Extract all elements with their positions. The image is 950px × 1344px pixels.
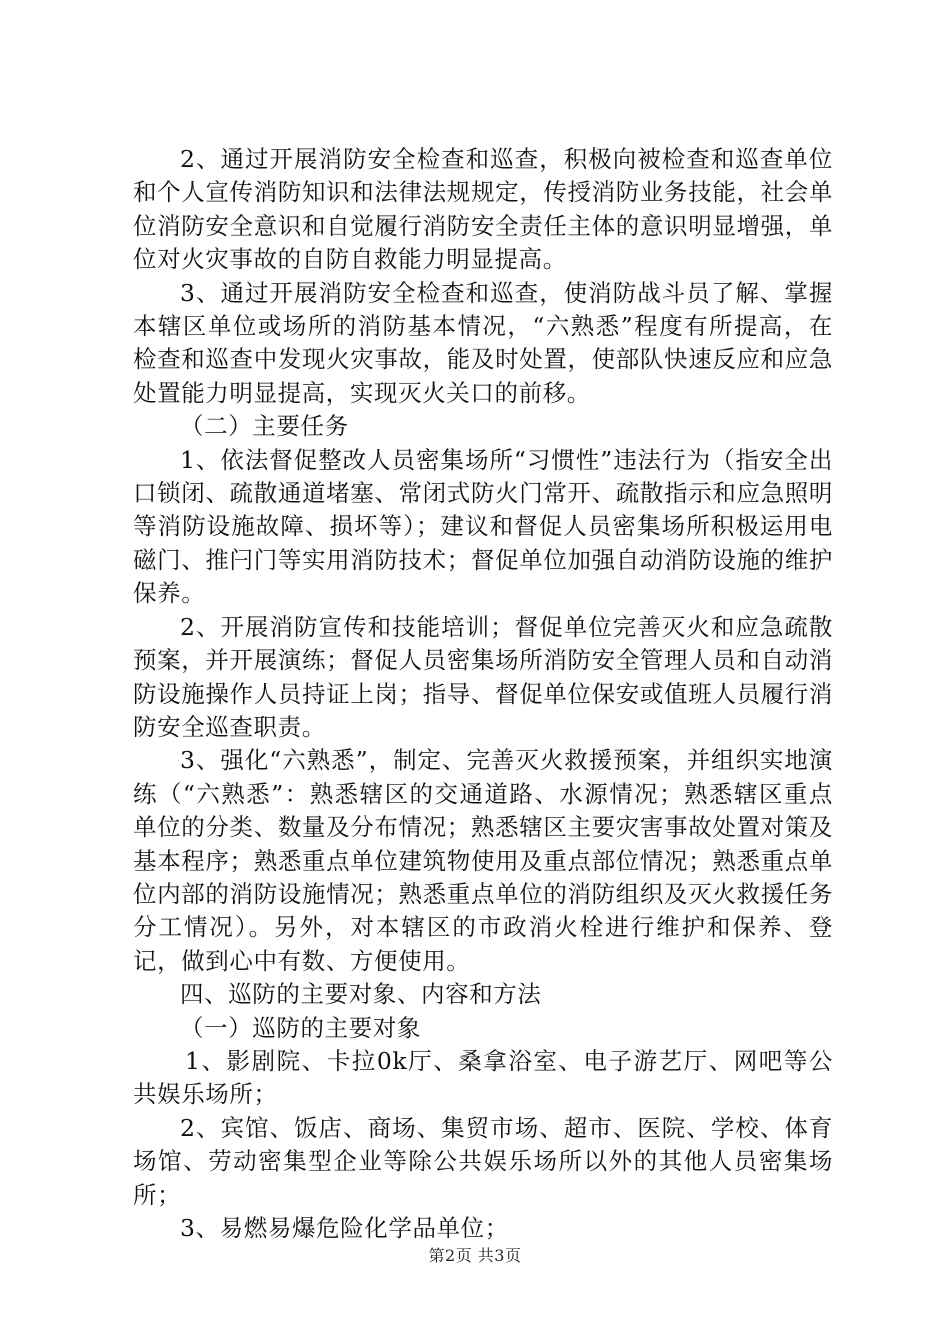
paragraph-target-3: 3、易燃易爆危险化学品单位； [180,1214,509,1242]
paragraph-result-2: 2、通过开展消防安全检查和巡查，积极向被检查和巡查单位和个人宣传消防知识和法律法规规定，传授消防业务技能，社会单位消防安全意识和自觉履行消防安全责任主体的意识明显增强，单位对火灾事故的自防自救能力明显提高。 [133,145,833,274]
paragraph-task-3: 3、强化“六熟悉”，制定、完善灭火救援预案，并组织实地演练（“六熟悉”：熟悉辖区的交通道路、水源情况；熟悉辖区重点单位的分类、数量及分布情况；熟悉辖区主要灾害事故处置对策及基本程序；熟悉重点单位建筑物使用及重点部位情况；熟悉重点单位内部的消防设施情况；熟悉重点单位的消防组织及灭火救援任务分工情况）。另外，对本辖区的市政消火栓进行维护和保养、登记，做到心中有数、方便使用。 [133,746,833,975]
paragraph-target-1: 1、影剧院、卡拉0k厅、桑拿浴室、电子游艺厅、网吧等公共娱乐场所； [133,1046,833,1109]
section-heading-main-tasks: （二）主要任务 [180,412,349,441]
paragraph-target-2: 2、宾馆、饭店、商场、集贸市场、超市、医院、学校、体育场馆、劳动密集型企业等除公共娱乐场所以外的其他人员密集场所； [133,1113,833,1209]
paragraph-result-3: 3、通过开展消防安全检查和巡查，使消防战斗员了解、掌握本辖区单位或场所的消防基本情况，“六熟悉”程度有所提高，在检查和巡查中发现火灾事故，能及时处置，使部队快速反应和应急处置能力明显提高，实现灭火关口的前移。 [133,278,833,407]
page-footer: 第2页 共3页 [428,1246,522,1265]
paragraph-task-1: 1、依法督促整改人员密集场所“习惯性”违法行为（指安全出口锁闭、疏散通道堵塞、常闭式防火门常开、疏散指示和应急照明等消防设施故障、损坏等）；建议和督促人员密集场所积极运用电磁门、推闩门等实用消防技术；督促单位加强自动消防设施的维护保养。 [133,445,833,608]
paragraph-task-2: 2、开展消防宣传和技能培训；督促单位完善灭火和应急疏散预案，并开展演练；督促人员密集场所消防安全管理人员和自动消防设施操作人员持证上岗；指导、督促单位保安或值班人员履行消防安全巡查职责。 [133,612,833,741]
subsection-heading-main-targets: （一）巡防的主要对象 [180,1013,421,1042]
section-heading-patrol-targets: 四、巡防的主要对象、内容和方法 [180,980,542,1009]
document-body [133,143,833,1245]
